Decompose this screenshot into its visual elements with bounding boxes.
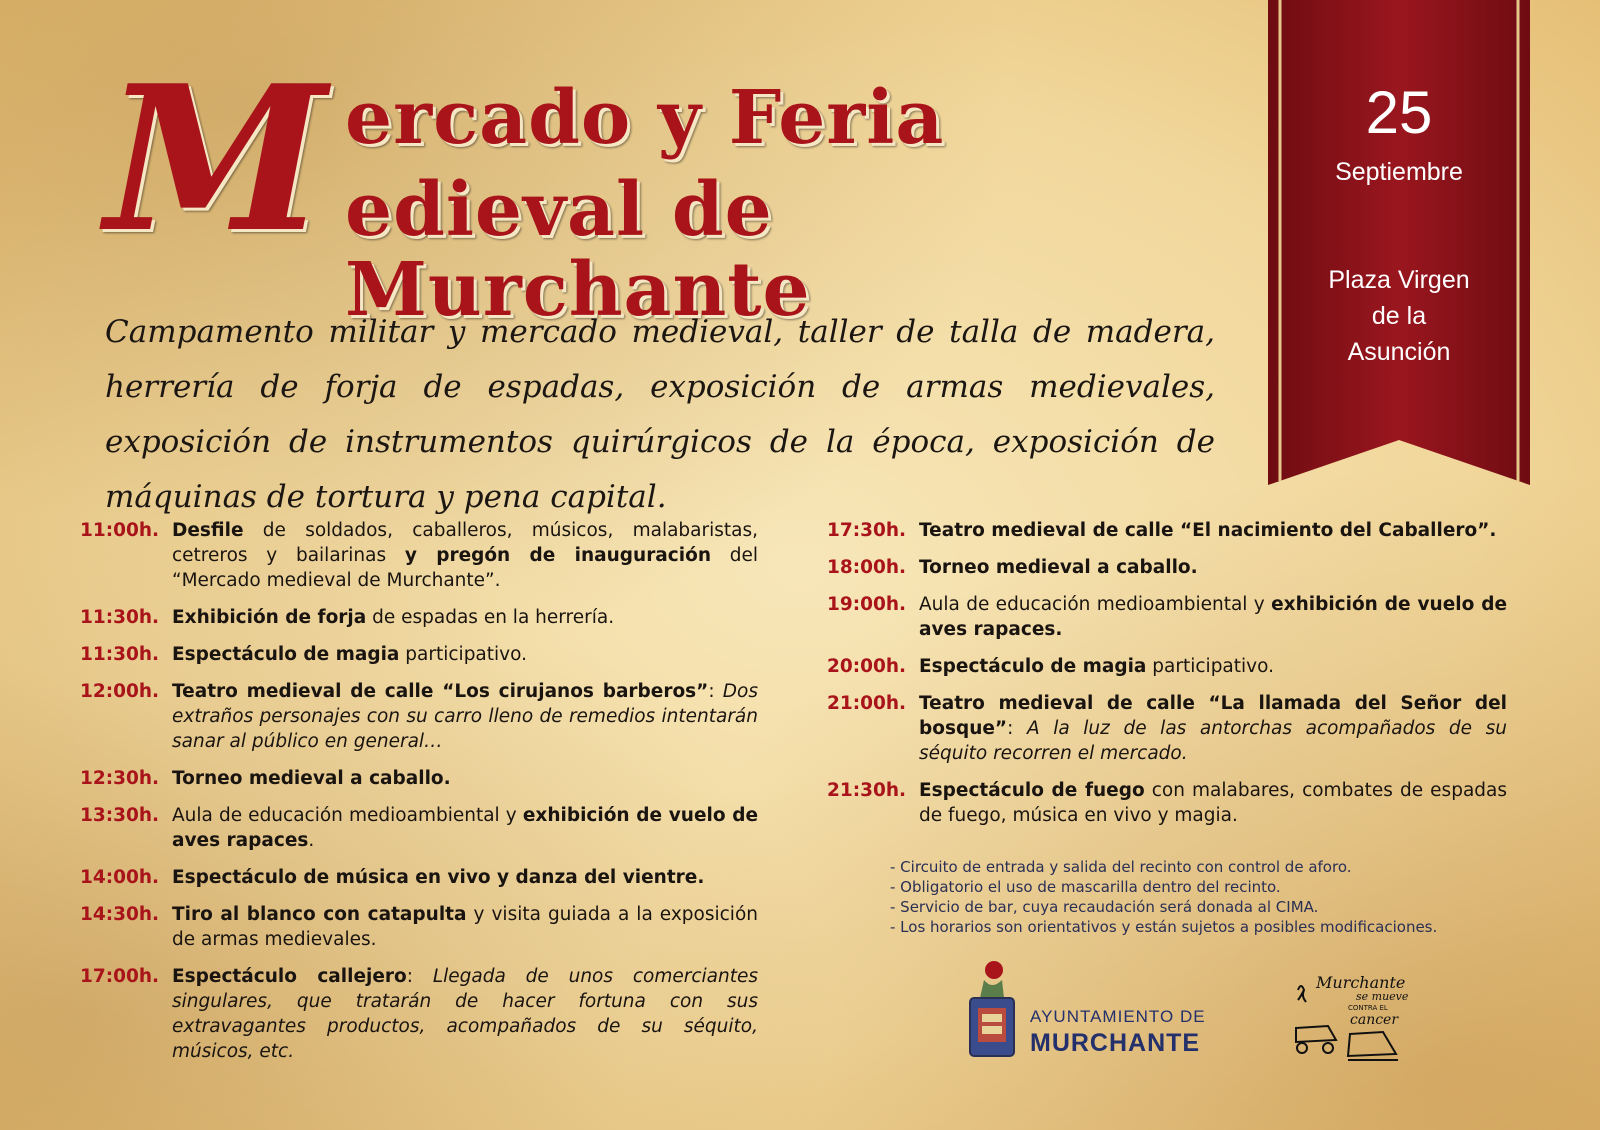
poster-title [105,42,1165,333]
note-item: - Obligatorio el uso de mascarilla dentro del recinto. [890,878,1281,896]
schedule-item [80,766,758,791]
schedule-time: 18:00h. [827,557,907,578]
schedule-description: Tiro al blanco con catapulta y visita guiada a la exposición de armas medievales. [172,904,758,950]
svg-text:Murchante: Murchante [1316,973,1406,992]
schedule-item [80,642,758,667]
schedule-time: 14:00h. [80,867,160,888]
schedule-item [80,803,758,853]
schedule-description: Teatro medieval de calle “Los cirujanos barberos”: Dos extraños personajes con su carro lleno de remedios intentarán sanar al público en general… [172,681,758,752]
notes-list [890,857,1437,937]
schedule-time: 17:30h. [827,520,907,541]
schedule-description: Aula de educación medioambiental y exhibición de vuelo de aves rapaces. [172,805,758,851]
event-place: Plaza Virgen de la Asunción [1328,266,1470,366]
title-initial: M [105,42,321,277]
date-banner [1268,0,1530,485]
event-day: 25 [1365,79,1433,146]
note-item: - Servicio de bar, cuya recaudación será donada al CIMA. [890,898,1319,916]
schedule-item [80,865,758,890]
schedule-item [827,691,1507,766]
schedule-item [827,555,1507,580]
schedule-description: Espectáculo de magia participativo. [919,656,1274,677]
schedule-description: Espectáculo de magia participativo. [172,644,527,665]
svg-text:CONTRA EL: CONTRA EL [1348,1004,1388,1012]
schedule-description: Exhibición de forja de espadas en la herrería. [172,607,615,628]
schedule-time: 12:00h. [80,681,160,702]
svg-text:se mueve: se mueve [1356,990,1409,1003]
schedule-item [80,679,758,754]
event-month: Septiembre [1335,158,1463,186]
schedule-time: 19:00h. [827,594,907,615]
note-item: - Los horarios son orientativos y están sujetos a posibles modificaciones. [890,918,1438,936]
intro-paragraph: Campamento militar y mercado medieval, taller de talla de madera, herrería de forja de espadas, exposición de armas medievales, exposición de instrumentos quirúrgicos de la época, exposición de máquinas de tortura y pena capital. [105,314,1215,515]
note-item: - Circuito de entrada y salida del recinto con control de aforo. [890,858,1352,876]
title-line-1: ercado y Feria [345,75,945,161]
schedule-description: Espectáculo callejero: Llegada de unos comerciantes singulares, que tratarán de hacer fortuna con sus extravagantes productos, acompañados de su séquito, músicos, etc. [172,966,758,1062]
schedule-time: 11:00h. [80,520,160,541]
ayuntamiento-logo: AYUNTAMIENTO DE MURCHANTE [1030,1007,1206,1057]
title-line-2: edieval de Murchante [345,167,811,333]
schedule-time: 13:30h. [80,805,160,826]
schedule-item [827,518,1507,543]
schedule-item [827,654,1507,679]
schedule-description: Teatro medieval de calle “La llamada del Señor del bosque”: A la luz de las antorchas acompañados de su séquito recorren el mercado. [919,693,1507,764]
schedule-description: Torneo medieval a caballo. [919,557,1198,578]
schedule-time: 11:30h. [80,644,160,665]
schedule-item [827,778,1507,828]
schedule-description: Espectáculo de fuego con malabares, combates de espadas de fuego, música en vivo y magia. [919,780,1507,826]
schedule-description: Torneo medieval a caballo. [172,768,451,789]
schedule-item [80,964,758,1064]
svg-text:cancer: cancer [1350,1012,1399,1028]
schedule-time: 11:30h. [80,607,160,628]
schedule-time: 20:00h. [827,656,907,677]
schedule-right [827,518,1507,840]
schedule-time: 12:30h. [80,768,160,789]
schedule-description: Aula de educación medioambiental y exhibición de vuelo de aves rapaces. [919,594,1507,640]
schedule-description: Espectáculo de música en vivo y danza del vientre. [172,867,705,888]
murchante-contra-cancer-logo-icon [1288,968,1413,1068]
schedule-description: Desfile de soldados, caballeros, músicos, malabaristas, cetreros y bailarinas y pregón de inauguración del “Mercado medieval de Murchante”. [172,520,758,591]
schedule-time: 21:00h. [827,693,907,714]
schedule-item [80,518,758,593]
schedule-left [80,518,758,1076]
schedule-time: 14:30h. [80,904,160,925]
schedule-time: 17:00h. [80,966,160,987]
schedule-item [80,605,758,630]
banner-ribbon-icon [1268,0,1530,485]
coat-of-arms-icon [962,958,1022,1062]
schedule-item [827,592,1507,642]
schedule-item [80,902,758,952]
schedule-description: Teatro medieval de calle “El nacimiento del Caballero”. [919,520,1497,541]
schedule-time: 21:30h. [827,780,907,801]
